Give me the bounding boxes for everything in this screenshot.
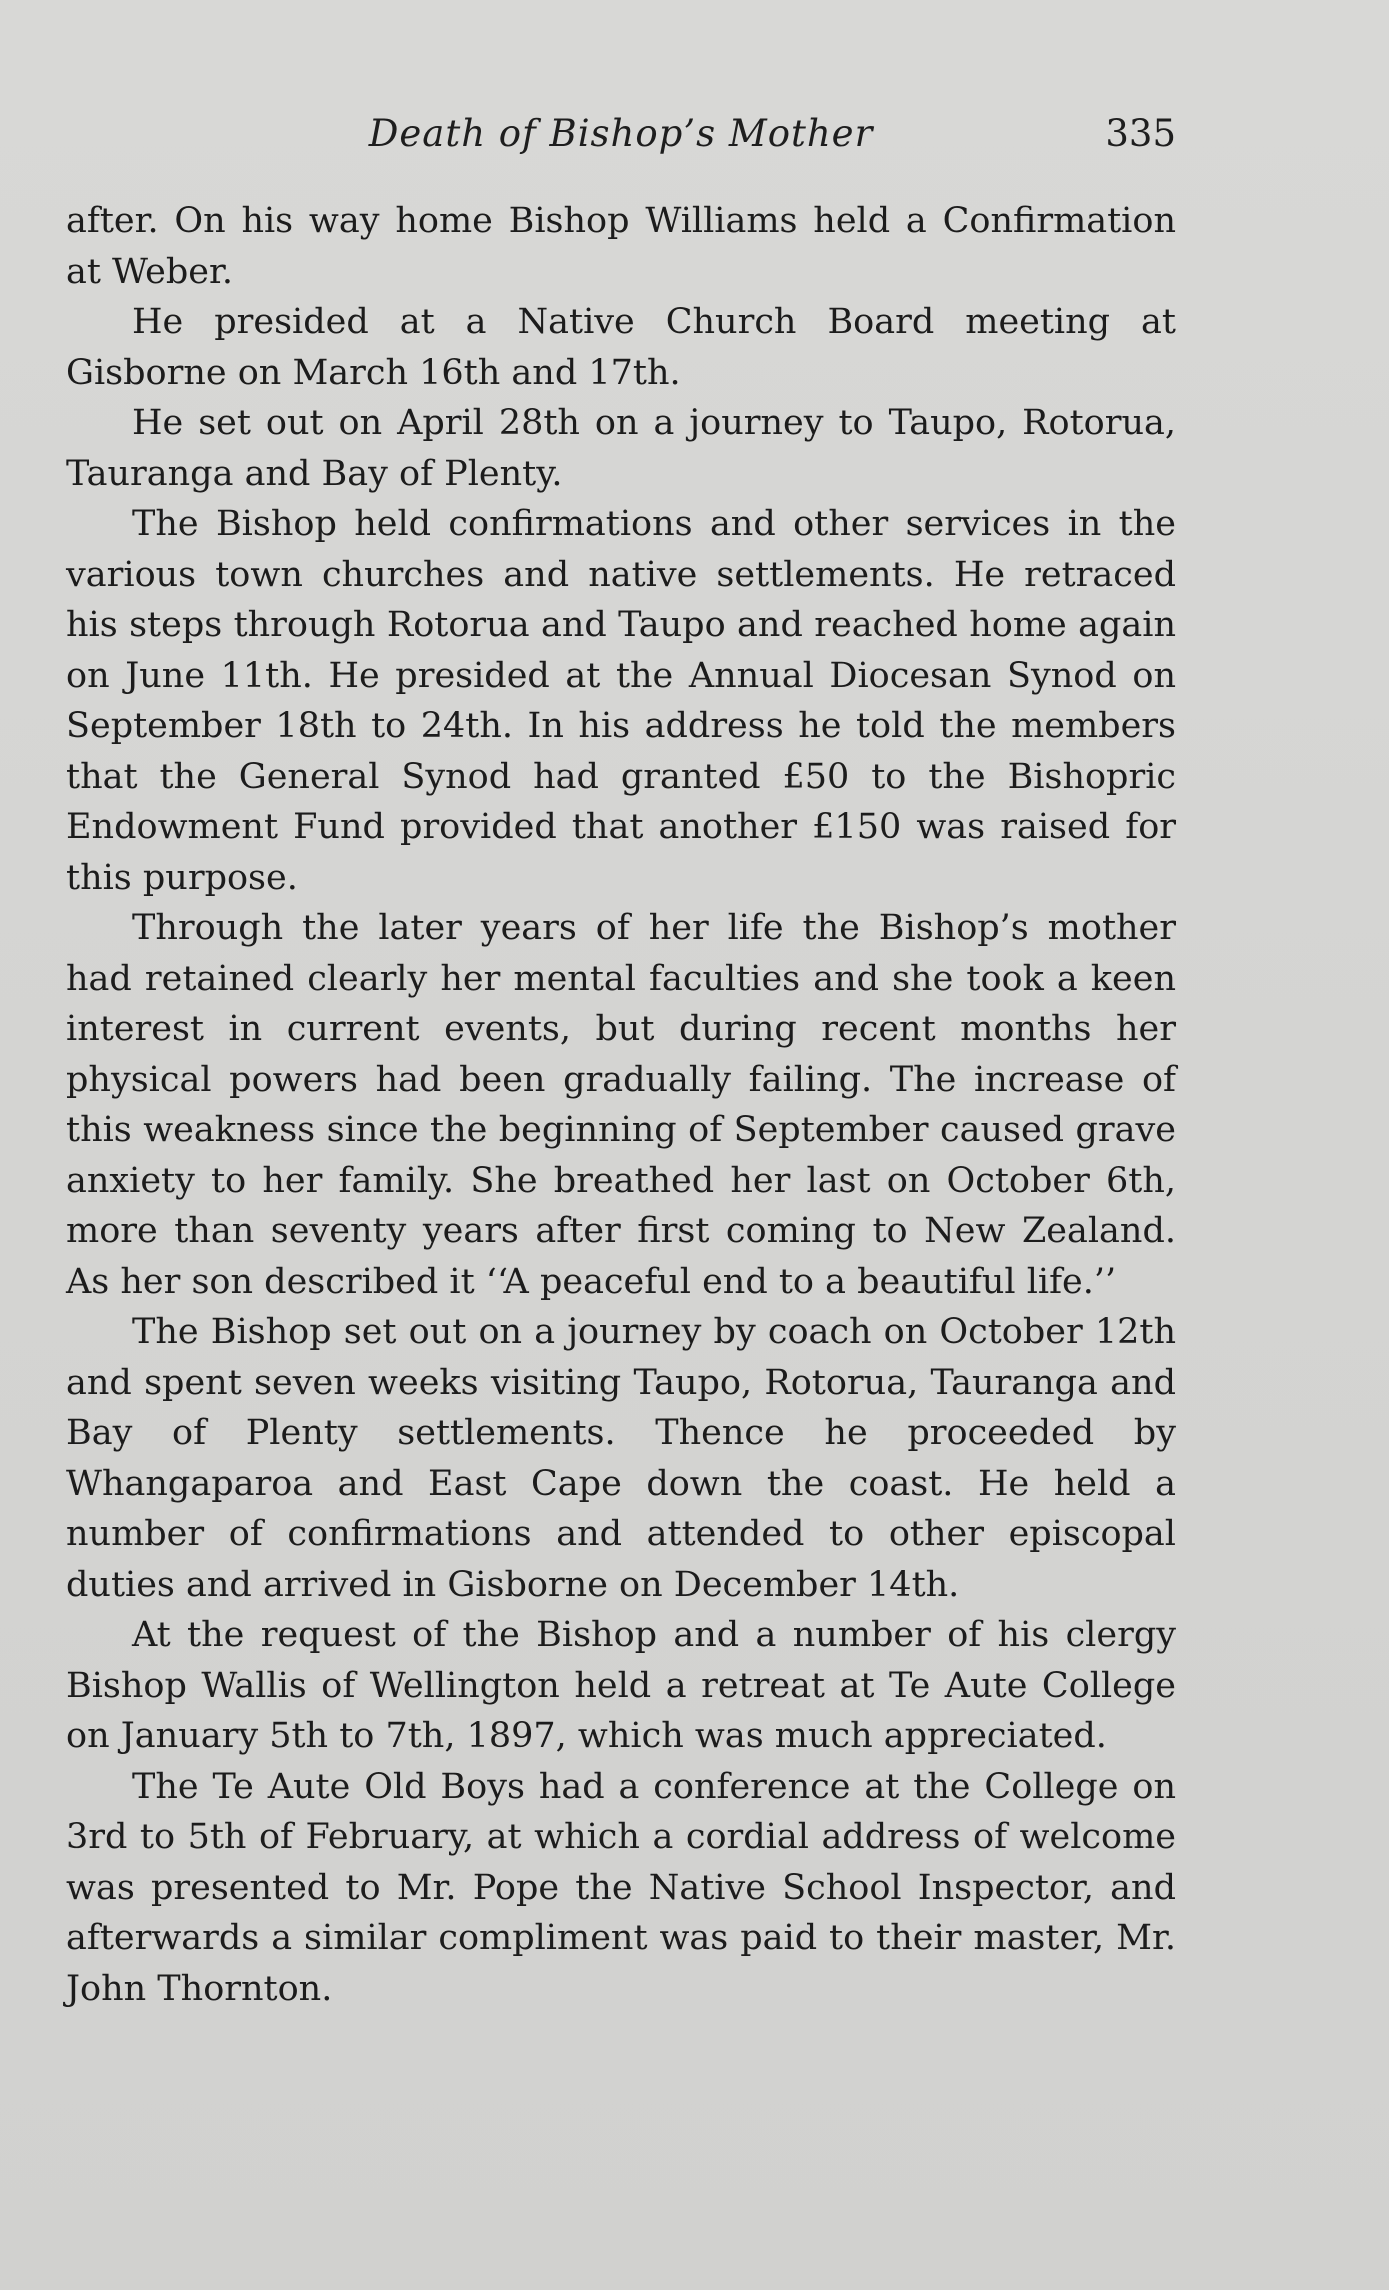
page-number: 335 xyxy=(1105,112,1176,155)
running-head xyxy=(66,112,1176,172)
paragraph: The Te Aute Old Boys had a conference at the College on 3rd to 5th of February, at which a cordial address of welcome was presented to Mr. Pope the Native School Inspector, and afterwards a similar compliment was paid to their master, Mr. John Thornton. xyxy=(66,1766,1176,2009)
paragraph: The Bishop set out on a journey by coach on October 12th and spent seven weeks visiting Taupo, Rotorua, Tauranga and Bay of Plenty settlements. Thence he proceeded by Whangaparoa and East Cape down the coast. He held a number of confirmations and attended to other episcopal duties and arrived in Gisborne on December 14th. xyxy=(66,1312,1176,1605)
body-text xyxy=(66,196,1176,2014)
paragraph: He presided at a Native Church Board meeting at Gisborne on March 16th and 17th. xyxy=(66,302,1176,393)
paragraph: At the request of the Bishop and a number of his clergy Bishop Wallis of Wellington held a retreat at Te Aute College on January 5th to 7th, 1897, which was much appreciated. xyxy=(66,1615,1176,1756)
paragraph: He set out on April 28th on a journey to Taupo, Rotorua, Tauranga and Bay of Plenty. xyxy=(66,403,1176,494)
paragraph: after. On his way home Bishop Williams held a Confirmation at Weber. xyxy=(66,201,1176,292)
paragraph: The Bishop held confirmations and other services in the various town churches and native settlements. He retraced his steps through Rotorua and Taupo and reached home again on June 11th. He presided at the Annual Diocesan Synod on September 18th to 24th. In his address he told the members that the General Synod had granted £50 to the Bishopric Endowment Fund provided that another £150 was raised for this purpose. xyxy=(66,504,1176,898)
running-title: Death of Bishop’s Mother xyxy=(368,112,874,155)
paragraph: Through the later years of her life the Bishop’s mother had retained clearly her mental faculties and she took a keen interest in current events, but during recent months her physical powers had been gradually failing. The increase of this weakness since the beginning of September caused grave anxiety to her family. She breathed her last on October 6th, more than seventy years after first coming to New Zealand. As her son described it ‘‘A peaceful end to a beautiful life.’’ xyxy=(66,908,1176,1302)
